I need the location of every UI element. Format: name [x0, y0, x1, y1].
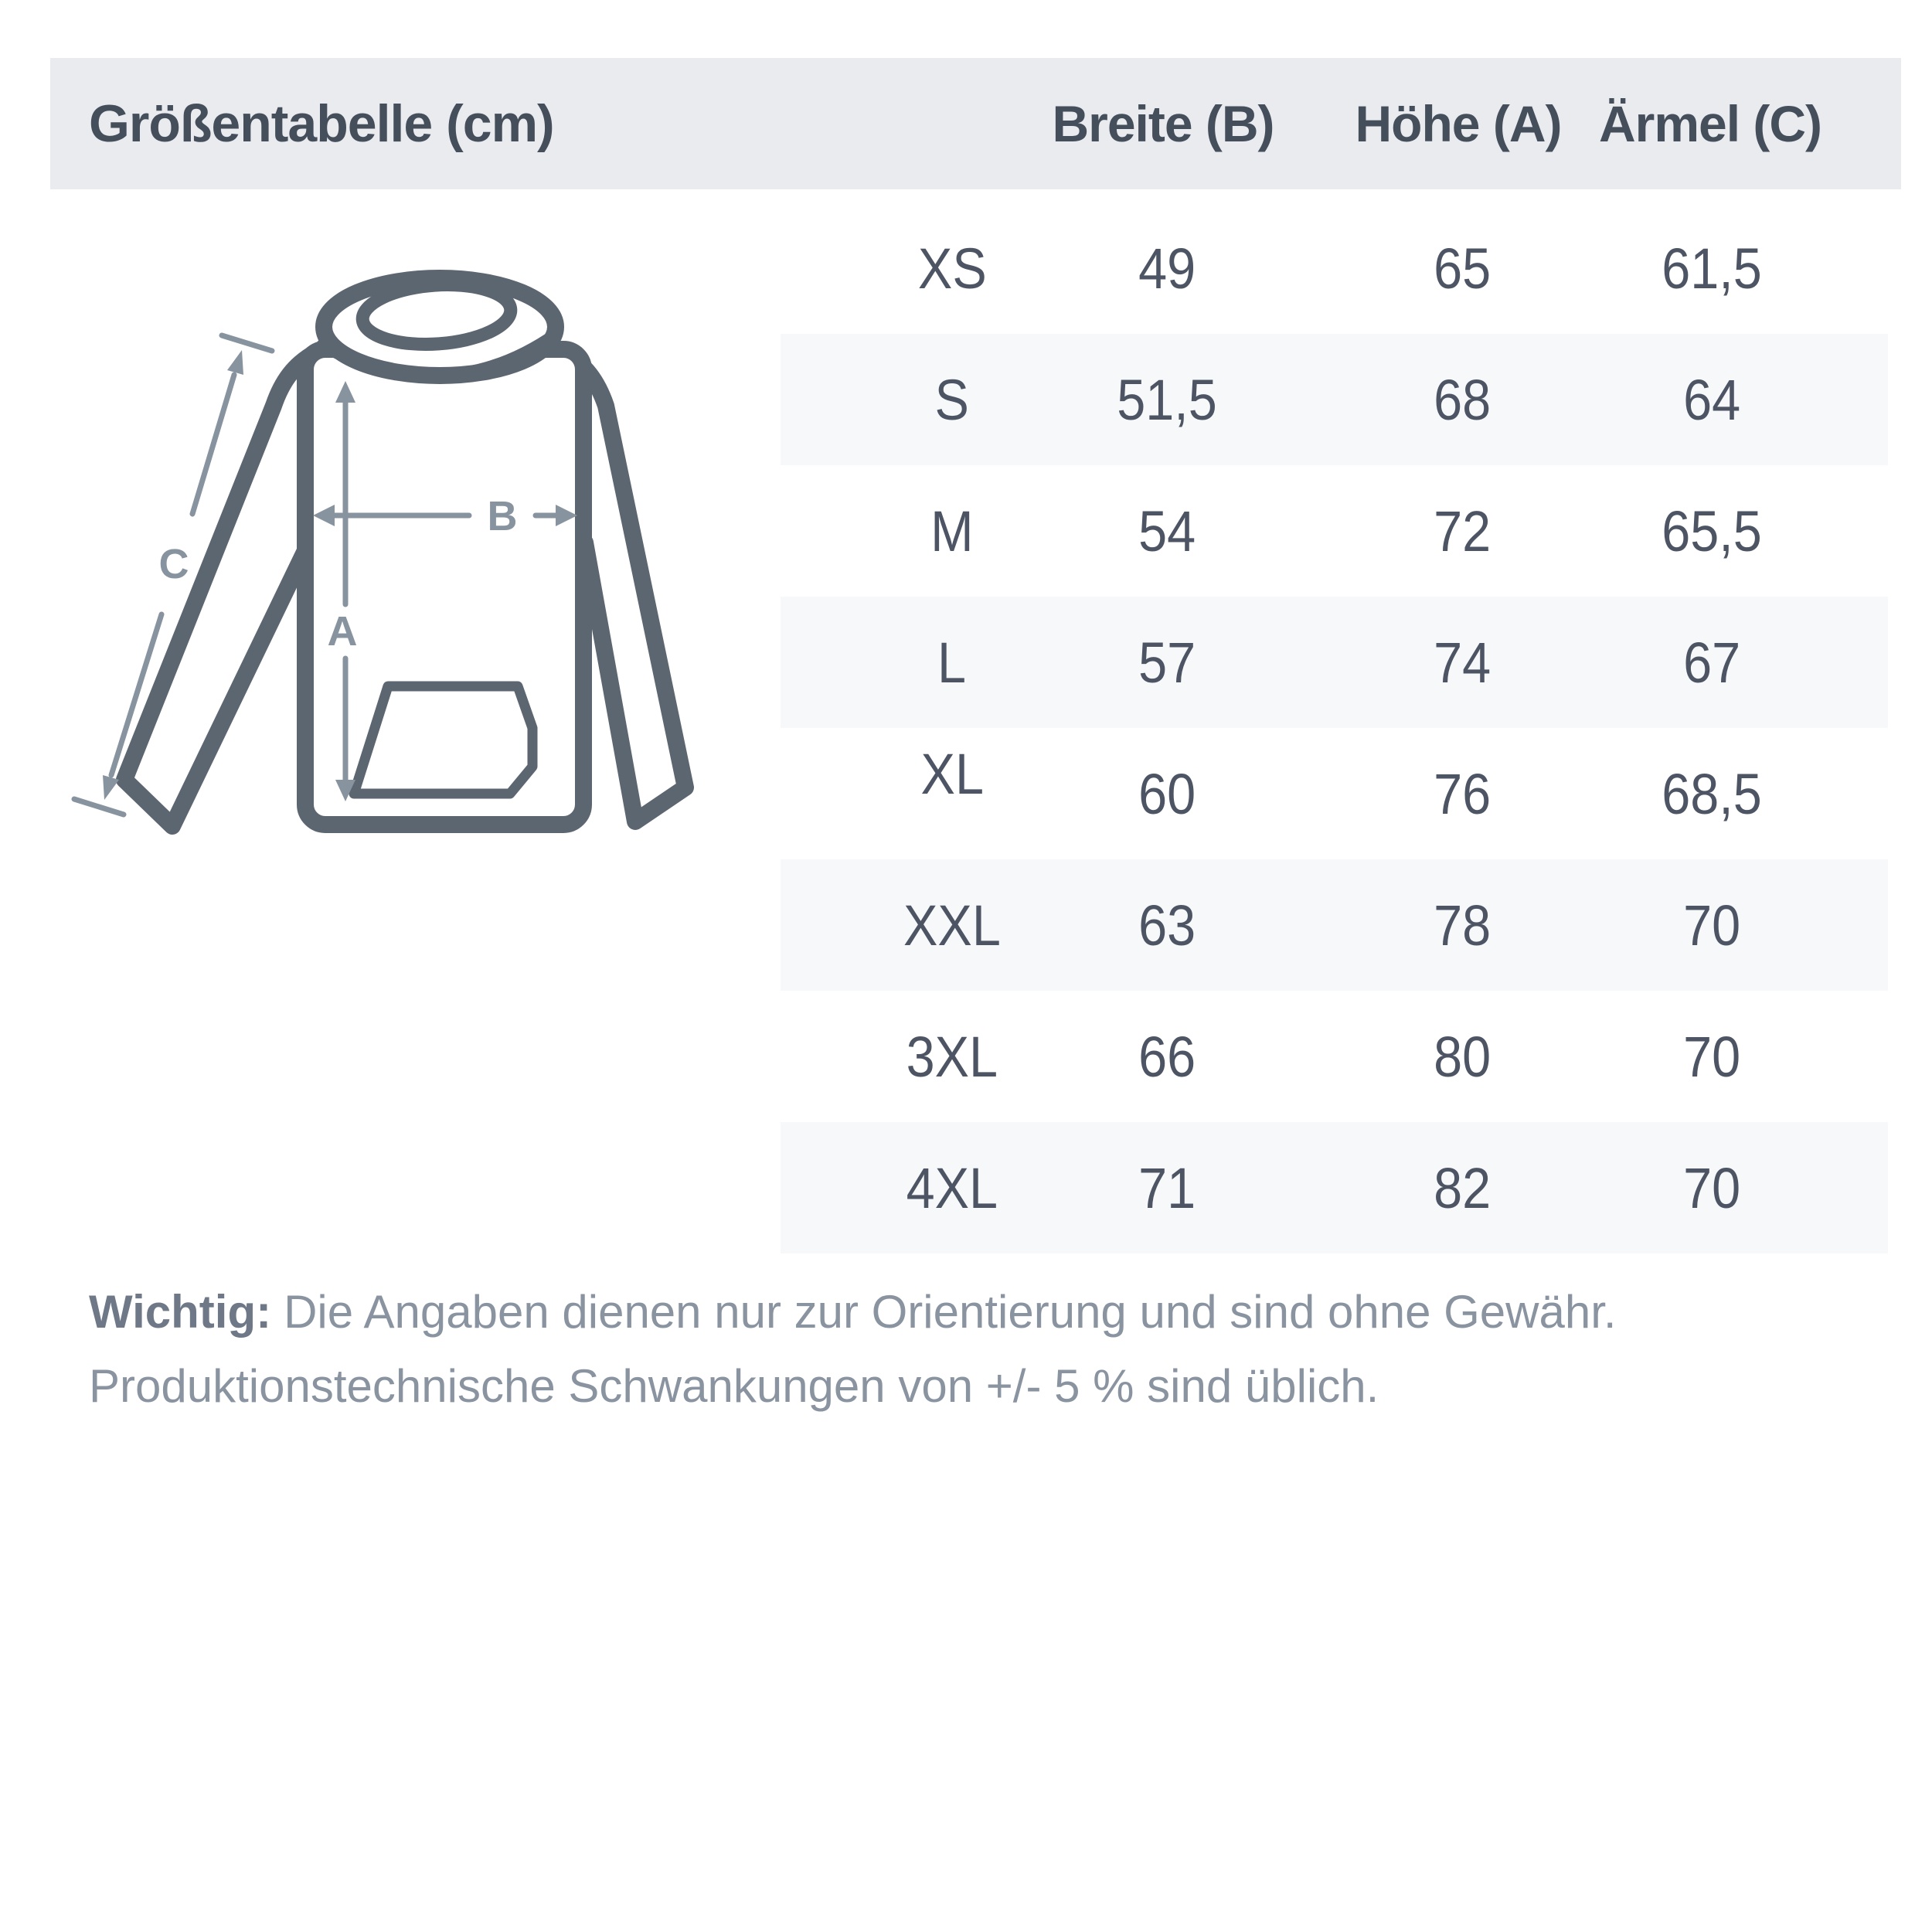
- sleeve-arrow-c-tick-top: [222, 335, 272, 351]
- aermel-cell: 70: [1682, 1155, 1741, 1220]
- arrowhead-c-top: [227, 350, 243, 375]
- size-chart-sheet: [50, 58, 1901, 1423]
- label-a: A: [327, 608, 358, 655]
- page-title: Größentabelle (cm): [89, 94, 554, 153]
- size-cell: XS: [917, 236, 987, 301]
- column-header-aermel: Ärmel (C): [1598, 95, 1822, 152]
- size-cell: 4XL: [906, 1155, 998, 1220]
- aermel-cell: 61,5: [1662, 236, 1762, 301]
- size-cell: M: [930, 498, 974, 563]
- aermel-cell: 70: [1682, 1024, 1741, 1089]
- hoehe-cell: 65: [1433, 236, 1492, 301]
- table-row: [781, 202, 1888, 334]
- table-row: [781, 597, 1888, 728]
- column-header-breite: Breite (B): [1052, 95, 1274, 152]
- hoehe-cell: 82: [1433, 1155, 1492, 1220]
- note-text: [89, 1275, 1866, 1423]
- size-cell: L: [937, 630, 967, 695]
- hoehe-cell: 78: [1433, 893, 1492, 957]
- hoehe-cell: 76: [1433, 761, 1492, 826]
- table-row: [781, 991, 1888, 1122]
- hoodie-diagram-svg: [50, 152, 781, 886]
- breite-cell: 49: [1138, 236, 1196, 301]
- table-row: [781, 1122, 1888, 1253]
- sleeve-arrow-c-tick-bottom: [74, 799, 124, 815]
- aermel-cell: 70: [1682, 893, 1741, 957]
- size-cell: XL: [920, 741, 984, 806]
- hoehe-cell: 74: [1433, 630, 1492, 695]
- aermel-cell: 64: [1682, 367, 1741, 432]
- hoodie-measurement-diagram: [50, 152, 781, 886]
- aermel-cell: 67: [1682, 630, 1741, 695]
- size-cell: S: [934, 367, 970, 432]
- breite-cell: 60: [1138, 761, 1196, 826]
- table-row: [781, 859, 1888, 991]
- breite-cell: 71: [1138, 1155, 1196, 1220]
- size-table: [781, 202, 1888, 1253]
- table-row: [781, 334, 1888, 465]
- column-header-hoehe: Höhe (A): [1355, 95, 1562, 152]
- label-b: B: [487, 493, 518, 539]
- aermel-cell: 65,5: [1662, 498, 1762, 563]
- size-cell: XXL: [903, 893, 1001, 957]
- aermel-cell: 68,5: [1662, 761, 1762, 826]
- note-label: Wichtig:: [89, 1286, 272, 1338]
- hoodie-pocket: [354, 686, 532, 794]
- breite-cell: 66: [1138, 1024, 1196, 1089]
- label-c: C: [158, 541, 189, 587]
- table-row: [781, 465, 1888, 597]
- chart-body: [50, 202, 1901, 1253]
- breite-cell: 57: [1138, 630, 1196, 695]
- breite-cell: 63: [1138, 893, 1196, 957]
- hoehe-cell: 72: [1433, 498, 1492, 563]
- hoehe-cell: 68: [1433, 367, 1492, 432]
- breite-cell: 51,5: [1117, 367, 1217, 432]
- breite-cell: 54: [1138, 498, 1196, 563]
- table-row: [781, 728, 1888, 859]
- note-body: Die Angaben dienen nur zur Orientierung und sind ohne Gewähr. Produktionstechnische Schwankungen von +/- 5 % sind üblich.: [89, 1286, 1617, 1412]
- hoehe-cell: 80: [1433, 1024, 1492, 1089]
- size-cell: 3XL: [906, 1024, 998, 1089]
